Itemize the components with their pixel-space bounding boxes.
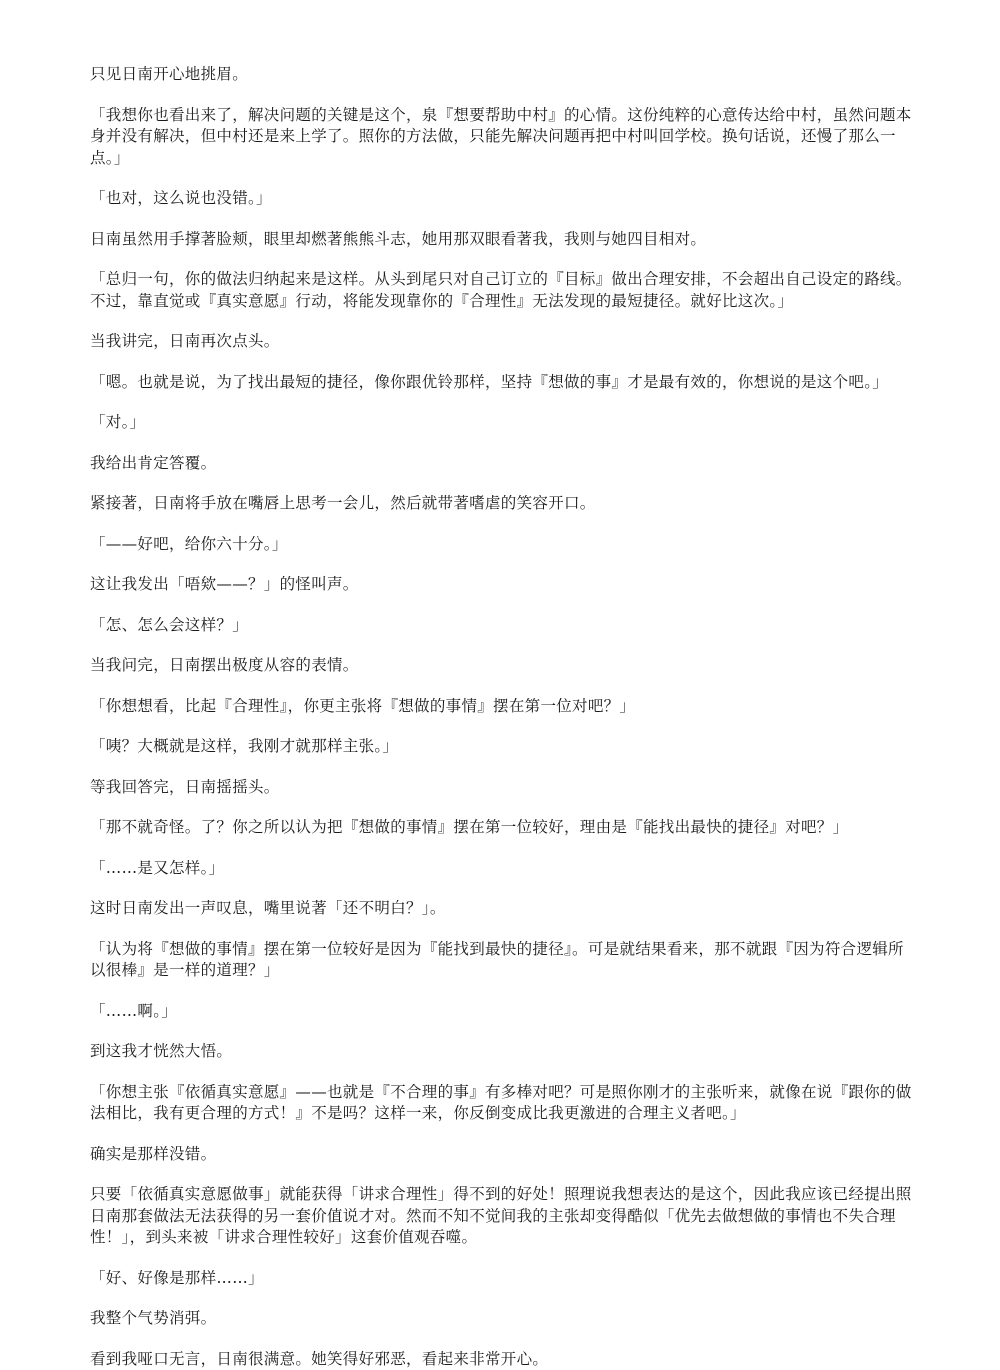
paragraph-6: 当我讲完，日南再次点头。 [90, 331, 916, 353]
paragraph-10: 紧接著，日南将手放在嘴唇上思考一会儿，然后就带著嗜虐的笑容开口。 [90, 493, 916, 515]
paragraph-4: 日南虽然用手撑著脸颊，眼里却燃著熊熊斗志，她用那双眼看著我，我则与她四目相对。 [90, 229, 916, 251]
paragraph-13: 「怎、怎么会这样？」 [90, 615, 916, 637]
paragraph-25: 确实是那样没错。 [90, 1144, 916, 1166]
paragraph-14: 当我问完，日南摆出极度从容的表情。 [90, 655, 916, 677]
paragraph-23: 到这我才恍然大悟。 [90, 1041, 916, 1063]
paragraph-24: 「你想主张『依循真实意愿』——也就是『不合理的事』有多棒对吧？可是照你刚才的主张听来，就像在说『跟你的做法相比，我有更合理的方式！』不是吗？这样一来，你反倒变成比我更激进的合理主义者吧。」 [90, 1082, 916, 1125]
paragraph-16: 「咦？大概就是这样，我刚才就那样主张。」 [90, 736, 916, 758]
paragraph-5: 「总归一句，你的做法归纳起来是这样。从头到尾只对自己订立的『目标』做出合理安排，不会超出自己设定的路线。不过，靠直觉或『真实意愿』行动，将能发现靠你的『合理性』无法发现的最短捷径。就好比这次。」 [90, 269, 916, 312]
paragraph-11: 「——好吧，给你六十分。」 [90, 534, 916, 556]
paragraph-22: 「……啊。」 [90, 1001, 916, 1023]
paragraph-9: 我给出肯定答覆。 [90, 453, 916, 475]
paragraph-17: 等我回答完，日南摇摇头。 [90, 777, 916, 799]
paragraph-15: 「你想想看，比起『合理性』，你更主张将『想做的事情』摆在第一位对吧？」 [90, 696, 916, 718]
paragraph-26: 只要「依循真实意愿做事」就能获得「讲求合理性」得不到的好处！照理说我想表达的是这个，因此我应该已经提出照日南那套做法无法获得的另一套价值说才对。然而不知不觉间我的主张却变得酷似「优先去做想做的事情也不失合理性！」，到头来被「讲求合理性较好」这套价值观吞噬。 [90, 1184, 916, 1249]
paragraph-2: 「我想你也看出来了，解决问题的关键是这个，泉『想要帮助中村』的心情。这份纯粹的心意传达给中村，虽然问题本身并没有解决，但中村还是来上学了。照你的方法做，只能先解决问题再把中村叫回学校。换句话说，还慢了那么一点。」 [90, 105, 916, 170]
paragraph-21: 「认为将『想做的事情』摆在第一位较好是因为『能找到最快的捷径』。可是就结果看来，那不就跟『因为符合逻辑所以很棒』是一样的道理？」 [90, 939, 916, 982]
paragraph-29: 看到我哑口无言，日南很满意。她笑得好邪恶，看起来非常开心。 [90, 1349, 916, 1370]
paragraph-1: 只见日南开心地挑眉。 [90, 64, 916, 86]
paragraph-27: 「好、好像是那样……」 [90, 1268, 916, 1290]
paragraph-28: 我整个气势消弭。 [90, 1308, 916, 1330]
paragraph-8: 「对。」 [90, 412, 916, 434]
paragraph-18: 「那不就奇怪。了？你之所以认为把『想做的事情』摆在第一位较好，理由是『能找出最快的捷径』对吧？」 [90, 817, 916, 839]
paragraph-3: 「也对，这么说也没错。」 [90, 188, 916, 210]
paragraph-20: 这时日南发出一声叹息，嘴里说著「还不明白？」。 [90, 898, 916, 920]
paragraph-19: 「……是又怎样。」 [90, 858, 916, 880]
paragraph-7: 「嗯。也就是说，为了找出最短的捷径，像你跟优铃那样，坚持『想做的事』才是最有效的，你想说的是这个吧。」 [90, 372, 916, 394]
paragraph-12: 这让我发出「唔欸——？」的怪叫声。 [90, 574, 916, 596]
